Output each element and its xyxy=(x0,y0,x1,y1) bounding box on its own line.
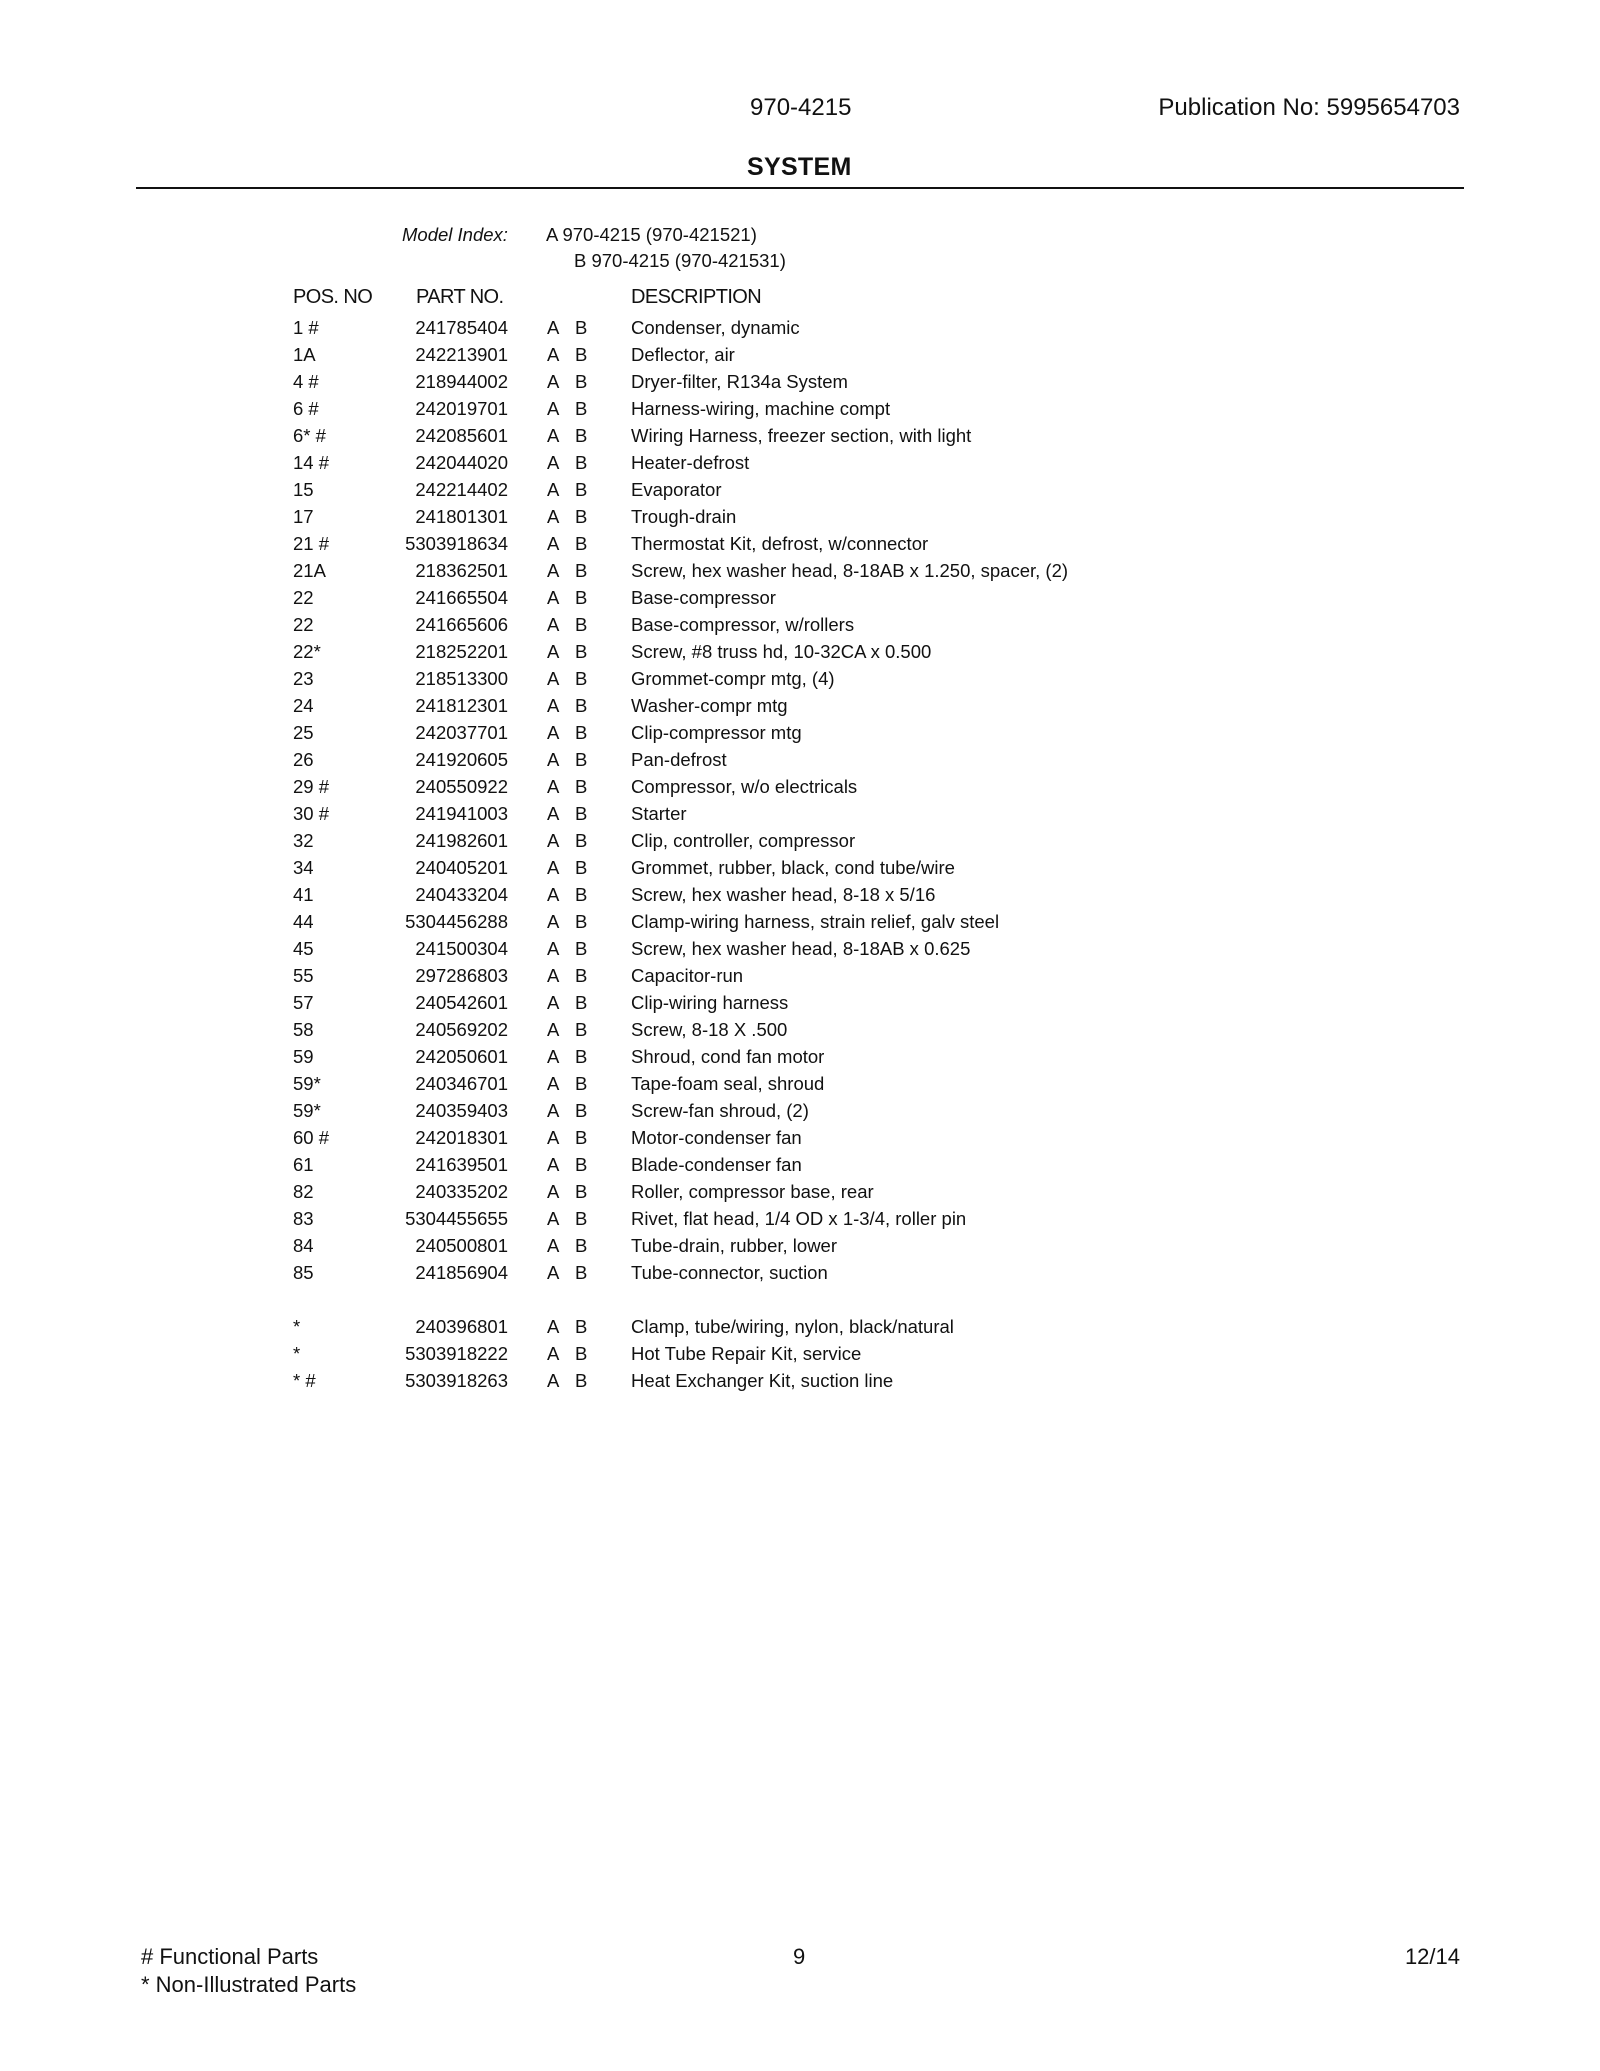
section-title: SYSTEM xyxy=(747,153,852,181)
part-number: 242044020 xyxy=(415,452,508,473)
part-number: 5303918222 xyxy=(405,1343,508,1364)
table-row xyxy=(0,935,1600,962)
model-a-flag: A xyxy=(547,1019,560,1040)
part-number: 5304456288 xyxy=(405,911,508,932)
part-description: Clip-wiring harness xyxy=(631,992,789,1013)
model-b-flag: B xyxy=(575,1073,588,1094)
model-a-flag: A xyxy=(547,749,560,770)
model-a-flag: A xyxy=(547,533,560,554)
part-number: 240346701 xyxy=(415,1073,508,1094)
pos-number: 21A xyxy=(293,560,326,581)
part-number: 5303918263 xyxy=(405,1370,508,1391)
model-b-flag: B xyxy=(575,371,588,392)
model-a-flag: A xyxy=(547,1073,560,1094)
part-number: 241856904 xyxy=(415,1262,508,1283)
table-row xyxy=(0,611,1600,638)
part-number: 297286803 xyxy=(415,965,508,986)
part-number: 240550922 xyxy=(415,776,508,797)
model-b-flag: B xyxy=(575,614,588,635)
model-b-flag: B xyxy=(575,344,588,365)
model-b-flag: B xyxy=(575,317,588,338)
header-divider xyxy=(136,187,1464,189)
part-description: Thermostat Kit, defrost, w/connector xyxy=(631,533,929,554)
table-row xyxy=(0,1016,1600,1043)
part-number: 240335202 xyxy=(415,1181,508,1202)
model-a-flag: A xyxy=(547,425,560,446)
model-b-flag: B xyxy=(575,1019,588,1040)
table-row xyxy=(0,449,1600,476)
pos-number: 83 xyxy=(293,1208,314,1229)
part-description: Trough-drain xyxy=(631,506,737,527)
part-description: Clamp, tube/wiring, nylon, black/natural xyxy=(631,1316,954,1337)
table-row xyxy=(0,638,1600,665)
model-b-flag: B xyxy=(575,506,588,527)
column-header-part: PART NO. xyxy=(416,286,504,308)
table-row xyxy=(0,854,1600,881)
pos-number: 17 xyxy=(293,506,314,527)
publication-number: Publication No: 5995654703 xyxy=(1158,94,1460,121)
table-row xyxy=(0,368,1600,395)
part-number: 242018301 xyxy=(415,1127,508,1148)
model-a-flag: A xyxy=(547,1181,560,1202)
part-number: 241665606 xyxy=(415,614,508,635)
model-b-flag: B xyxy=(575,857,588,878)
pos-number: 30 # xyxy=(293,803,330,824)
part-number: 240542601 xyxy=(415,992,508,1013)
pos-number: 1 # xyxy=(293,317,319,338)
pos-number: 1A xyxy=(293,344,316,365)
legend-non-illustrated-parts: * Non-Illustrated Parts xyxy=(141,1972,357,1997)
table-row xyxy=(0,989,1600,1016)
parts-table xyxy=(0,314,1600,1394)
pos-number: 55 xyxy=(293,965,314,986)
part-number: 218513300 xyxy=(415,668,508,689)
pos-number: 82 xyxy=(293,1181,314,1202)
model-b-flag: B xyxy=(575,1262,588,1283)
table-row xyxy=(0,881,1600,908)
model-b-flag: B xyxy=(575,803,588,824)
part-description: Base-compressor, w/rollers xyxy=(631,614,855,635)
part-number: 242050601 xyxy=(415,1046,508,1067)
table-row xyxy=(0,800,1600,827)
part-description: Clip, controller, compressor xyxy=(631,830,856,851)
part-description: Screw, hex washer head, 8-18AB x 0.625 xyxy=(631,938,971,959)
part-number: 218944002 xyxy=(415,371,508,392)
part-description: Clip-compressor mtg xyxy=(631,722,802,743)
part-description: Evaporator xyxy=(631,479,722,500)
pos-number: 59* xyxy=(293,1073,321,1094)
part-number: 241812301 xyxy=(415,695,508,716)
pos-number: 22 xyxy=(293,614,314,635)
part-description: Deflector, air xyxy=(631,344,735,365)
model-a-flag: A xyxy=(547,668,560,689)
part-number: 242019701 xyxy=(415,398,508,419)
part-number: 241801301 xyxy=(415,506,508,527)
row-spacer xyxy=(0,1286,1600,1313)
model-index-b: B 970-4215 (970-421531) xyxy=(574,250,786,271)
model-a-flag: A xyxy=(547,965,560,986)
model-a-flag: A xyxy=(547,884,560,905)
pos-number: * xyxy=(293,1343,301,1364)
part-number: 240500801 xyxy=(415,1235,508,1256)
model-a-flag: A xyxy=(547,398,560,419)
table-row xyxy=(0,1124,1600,1151)
table-row xyxy=(0,1313,1600,1340)
part-number: 5303918634 xyxy=(405,533,508,554)
table-row xyxy=(0,962,1600,989)
model-b-flag: B xyxy=(575,1127,588,1148)
part-description: Screw, 8-18 X .500 xyxy=(631,1019,788,1040)
model-b-flag: B xyxy=(575,695,588,716)
table-row xyxy=(0,773,1600,800)
model-a-flag: A xyxy=(547,857,560,878)
table-row xyxy=(0,530,1600,557)
table-row xyxy=(0,314,1600,341)
part-description: Clamp-wiring harness, strain relief, galv steel xyxy=(631,911,1000,932)
part-description: Starter xyxy=(631,803,687,824)
model-b-flag: B xyxy=(575,749,588,770)
table-row xyxy=(0,476,1600,503)
table-row xyxy=(0,341,1600,368)
model-a-flag: A xyxy=(547,1235,560,1256)
table-row xyxy=(0,692,1600,719)
table-row xyxy=(0,1070,1600,1097)
part-description: Harness-wiring, machine compt xyxy=(631,398,891,419)
model-b-flag: B xyxy=(575,533,588,554)
model-b-flag: B xyxy=(575,668,588,689)
model-a-flag: A xyxy=(547,803,560,824)
table-row xyxy=(0,584,1600,611)
part-description: Shroud, cond fan motor xyxy=(631,1046,825,1067)
model-a-flag: A xyxy=(547,992,560,1013)
table-row xyxy=(0,1178,1600,1205)
part-description: Tube-drain, rubber, lower xyxy=(631,1235,838,1256)
model-a-flag: A xyxy=(547,830,560,851)
part-description: Heater-defrost xyxy=(631,452,750,473)
table-row xyxy=(0,1097,1600,1124)
table-row xyxy=(0,1259,1600,1286)
model-a-flag: A xyxy=(547,317,560,338)
model-b-flag: B xyxy=(575,776,588,797)
part-description: Motor-condenser fan xyxy=(631,1127,802,1148)
part-description: Dryer-filter, R134a System xyxy=(631,371,848,392)
pos-number: 4 # xyxy=(293,371,319,392)
model-a-flag: A xyxy=(547,938,560,959)
part-description: Grommet, rubber, black, cond tube/wire xyxy=(631,857,955,878)
part-description: Washer-compr mtg xyxy=(631,695,788,716)
model-b-flag: B xyxy=(575,1235,588,1256)
pos-number: 44 xyxy=(293,911,314,932)
model-b-flag: B xyxy=(575,641,588,662)
pos-number: 57 xyxy=(293,992,314,1013)
part-description: Roller, compressor base, rear xyxy=(631,1181,874,1202)
pos-number: 26 xyxy=(293,749,314,770)
model-a-flag: A xyxy=(547,1127,560,1148)
model-b-flag: B xyxy=(575,884,588,905)
table-row xyxy=(0,557,1600,584)
table-row xyxy=(0,1232,1600,1259)
table-row xyxy=(0,1205,1600,1232)
pos-number: 34 xyxy=(293,857,314,878)
part-number: 242085601 xyxy=(415,425,508,446)
model-a-flag: A xyxy=(547,1208,560,1229)
part-number: 241665504 xyxy=(415,587,508,608)
pos-number: 24 xyxy=(293,695,314,716)
pos-number: 25 xyxy=(293,722,314,743)
table-row xyxy=(0,395,1600,422)
part-number: 241639501 xyxy=(415,1154,508,1175)
part-number: 242037701 xyxy=(415,722,508,743)
model-b-flag: B xyxy=(575,560,588,581)
table-row xyxy=(0,422,1600,449)
model-index-label: Model Index: xyxy=(402,224,508,245)
pos-number: 22* xyxy=(293,641,321,662)
model-a-flag: A xyxy=(547,641,560,662)
part-number: 240396801 xyxy=(415,1316,508,1337)
model-b-flag: B xyxy=(575,1343,588,1364)
model-b-flag: B xyxy=(575,965,588,986)
part-description: Tape-foam seal, shroud xyxy=(631,1073,825,1094)
part-number: 241500304 xyxy=(415,938,508,959)
model-a-flag: A xyxy=(547,1046,560,1067)
model-b-flag: B xyxy=(575,452,588,473)
model-b-flag: B xyxy=(575,479,588,500)
part-number: 240359403 xyxy=(415,1100,508,1121)
part-description: Heat Exchanger Kit, suction line xyxy=(631,1370,894,1391)
pos-number: 32 xyxy=(293,830,314,851)
model-a-flag: A xyxy=(547,587,560,608)
model-a-flag: A xyxy=(547,1100,560,1121)
pos-number: 22 xyxy=(293,587,314,608)
model-a-flag: A xyxy=(547,371,560,392)
table-row xyxy=(0,665,1600,692)
table-row xyxy=(0,1367,1600,1394)
part-description: Base-compressor xyxy=(631,587,776,608)
table-row xyxy=(0,908,1600,935)
model-b-flag: B xyxy=(575,938,588,959)
model-number: 970-4215 xyxy=(750,94,852,121)
model-a-flag: A xyxy=(547,722,560,743)
part-description: Rivet, flat head, 1/4 OD x 1-3/4, roller pin xyxy=(631,1208,967,1229)
part-number: 241941003 xyxy=(415,803,508,824)
part-description: Pan-defrost xyxy=(631,749,727,770)
model-a-flag: A xyxy=(547,479,560,500)
model-a-flag: A xyxy=(547,614,560,635)
pos-number: 60 # xyxy=(293,1127,330,1148)
model-b-flag: B xyxy=(575,830,588,851)
part-number: 241920605 xyxy=(415,749,508,770)
table-row xyxy=(0,503,1600,530)
model-a-flag: A xyxy=(547,776,560,797)
part-number: 242214402 xyxy=(415,479,508,500)
table-row xyxy=(0,719,1600,746)
model-a-flag: A xyxy=(547,1316,560,1337)
model-a-flag: A xyxy=(547,452,560,473)
table-row xyxy=(0,827,1600,854)
model-b-flag: B xyxy=(575,1370,588,1391)
model-b-flag: B xyxy=(575,587,588,608)
pos-number: * xyxy=(293,1316,301,1337)
pos-number: * # xyxy=(293,1370,316,1391)
model-b-flag: B xyxy=(575,1154,588,1175)
model-b-flag: B xyxy=(575,398,588,419)
model-index-a: A 970-4215 (970-421521) xyxy=(546,224,757,245)
part-description: Screw, #8 truss hd, 10-32CA x 0.500 xyxy=(631,641,932,662)
part-number: 241982601 xyxy=(415,830,508,851)
pos-number: 61 xyxy=(293,1154,314,1175)
pos-number: 6* # xyxy=(293,425,326,446)
table-row xyxy=(0,746,1600,773)
model-b-flag: B xyxy=(575,1208,588,1229)
model-a-flag: A xyxy=(547,560,560,581)
model-a-flag: A xyxy=(547,911,560,932)
model-a-flag: A xyxy=(547,344,560,365)
column-header-description: DESCRIPTION xyxy=(631,286,762,308)
pos-number: 15 xyxy=(293,479,314,500)
part-number: 240433204 xyxy=(415,884,508,905)
pos-number: 14 # xyxy=(293,452,330,473)
part-number: 242213901 xyxy=(415,344,508,365)
part-description: Capacitor-run xyxy=(631,965,744,986)
model-a-flag: A xyxy=(547,695,560,716)
pos-number: 58 xyxy=(293,1019,314,1040)
part-description: Wiring Harness, freezer section, with light xyxy=(631,425,972,446)
pos-number: 29 # xyxy=(293,776,330,797)
table-row xyxy=(0,1151,1600,1178)
revision-date: 12/14 xyxy=(1404,1944,1460,1969)
part-number: 5304455655 xyxy=(405,1208,508,1229)
part-description: Grommet-compr mtg, (4) xyxy=(631,668,835,689)
table-row xyxy=(0,1340,1600,1367)
model-b-flag: B xyxy=(575,722,588,743)
pos-number: 41 xyxy=(293,884,314,905)
pos-number: 84 xyxy=(293,1235,314,1256)
table-row xyxy=(0,1043,1600,1070)
part-number: 218252201 xyxy=(415,641,508,662)
pos-number: 85 xyxy=(293,1262,314,1283)
part-number: 218362501 xyxy=(415,560,508,581)
model-b-flag: B xyxy=(575,1100,588,1121)
model-b-flag: B xyxy=(575,911,588,932)
pos-number: 45 xyxy=(293,938,314,959)
part-description: Hot Tube Repair Kit, service xyxy=(631,1343,862,1364)
model-a-flag: A xyxy=(547,1343,560,1364)
part-number: 240569202 xyxy=(415,1019,508,1040)
pos-number: 23 xyxy=(293,668,314,689)
model-a-flag: A xyxy=(547,1262,560,1283)
model-a-flag: A xyxy=(547,1154,560,1175)
model-a-flag: A xyxy=(547,506,560,527)
part-description: Compressor, w/o electricals xyxy=(631,776,858,797)
part-description: Condenser, dynamic xyxy=(631,317,800,338)
legend-functional-parts: # Functional Parts xyxy=(141,1944,319,1969)
part-description: Screw, hex washer head, 8-18AB x 1.250, spacer, (2) xyxy=(631,560,1069,581)
pos-number: 21 # xyxy=(293,533,330,554)
part-description: Blade-condenser fan xyxy=(631,1154,802,1175)
part-number: 241785404 xyxy=(415,317,508,338)
model-b-flag: B xyxy=(575,425,588,446)
part-number: 240405201 xyxy=(415,857,508,878)
part-description: Screw-fan shroud, (2) xyxy=(631,1100,809,1121)
model-b-flag: B xyxy=(575,992,588,1013)
part-description: Screw, hex washer head, 8-18 x 5/16 xyxy=(631,884,936,905)
model-b-flag: B xyxy=(575,1316,588,1337)
pos-number: 59* xyxy=(293,1100,321,1121)
pos-number: 59 xyxy=(293,1046,314,1067)
model-b-flag: B xyxy=(575,1046,588,1067)
pos-number: 6 # xyxy=(293,398,319,419)
model-a-flag: A xyxy=(547,1370,560,1391)
column-header-pos: POS. NO xyxy=(293,286,373,308)
model-b-flag: B xyxy=(575,1181,588,1202)
part-description: Tube-connector, suction xyxy=(631,1262,828,1283)
page-number: 9 xyxy=(793,1944,806,1969)
